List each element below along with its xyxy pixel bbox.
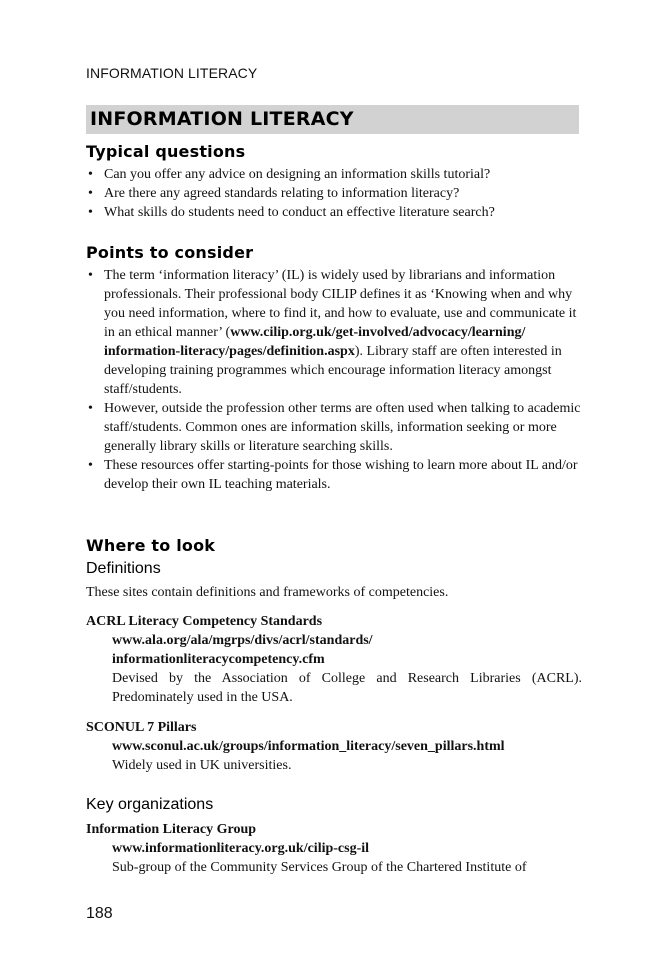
org-entry-ilg: [86, 820, 582, 877]
resource-name: SCONUL 7 Pillars: [86, 720, 197, 735]
list-item: • Can you offer any advice on designing an information skills tutorial?: [88, 167, 491, 182]
resource-entry-sconul: [86, 718, 582, 775]
running-head: INFORMATION LITERACY: [86, 65, 258, 81]
typical-questions-heading: Typical questions: [86, 142, 246, 161]
cilip-url-cont[interactable]: information-literacy/pages/definition.aspx: [104, 344, 355, 359]
resource-description: Widely used in UK universities.: [112, 758, 292, 773]
resource-entry-acrl: [86, 612, 582, 707]
resource-description: Devised by the Association of College and Research Libraries (ACRL). Predominately used in the USA.: [112, 671, 582, 705]
bullet-icon: •: [88, 401, 93, 416]
page-number: 188: [86, 905, 113, 922]
chapter-title: INFORMATION LITERACY: [90, 108, 354, 130]
resource-url[interactable]: www.ala.org/ala/mgrps/divs/acrl/standards/ informationliteracycompetency.cfm: [112, 633, 373, 667]
resource-name: ACRL Literacy Competency Standards: [86, 614, 323, 629]
where-to-look-heading: Where to look: [86, 536, 216, 555]
list-item: • The term ‘information literacy’ (IL) is widely used by librarians and information professionals. Their professional body CILIP defines it as ‘Knowing when and why you need information, where to find it, and how to evaluate, use and communicate it in an ethical manner’ (www.cilip.org.uk/get-involved/advocacy/learning/ information-literacy/pages/definition.aspx). Library staff are often interested in developing training programmes which encourage information literacy amongst staff/students.: [88, 268, 577, 397]
list-item: • However, outside the profession other terms are often used when talking to academic staff/students. Common ones are information skills, information seeking or more generally library skills or literature searching skills.: [88, 401, 581, 454]
chapter-title-bar: [86, 105, 579, 134]
list-item: • These resources offer starting-points for those wishing to learn more about IL and/or develop their own IL teaching materials.: [88, 458, 578, 492]
list-item: • What skills do students need to conduct an effective literature search?: [88, 205, 495, 220]
bullet-icon: •: [88, 186, 93, 201]
resource-url[interactable]: www.sconul.ac.uk/groups/information_literacy/seven_pillars.html: [112, 739, 505, 754]
org-name: Information Literacy Group: [86, 822, 257, 837]
points-list: [86, 266, 586, 494]
bullet-icon: •: [88, 205, 93, 220]
typical-questions-list: [86, 165, 586, 222]
key-organizations-heading: Key organizations: [86, 796, 214, 813]
list-item: • Are there any agreed standards relating to information literacy?: [88, 186, 460, 201]
points-heading: Points to consider: [86, 243, 254, 262]
definitions-intro: These sites contain definitions and frameworks of competencies.: [86, 585, 449, 600]
cilip-url[interactable]: www.cilip.org.uk/get-involved/advocacy/learning/: [230, 325, 526, 340]
bullet-icon: •: [88, 167, 93, 182]
bullet-icon: •: [88, 268, 93, 283]
bullet-icon: •: [88, 458, 93, 473]
org-url[interactable]: www.informationliteracy.org.uk/cilip-csg-il: [112, 841, 370, 856]
definitions-heading: Definitions: [86, 560, 161, 577]
org-description: Sub-group of the Community Services Group of the Chartered Institute of: [112, 860, 527, 875]
